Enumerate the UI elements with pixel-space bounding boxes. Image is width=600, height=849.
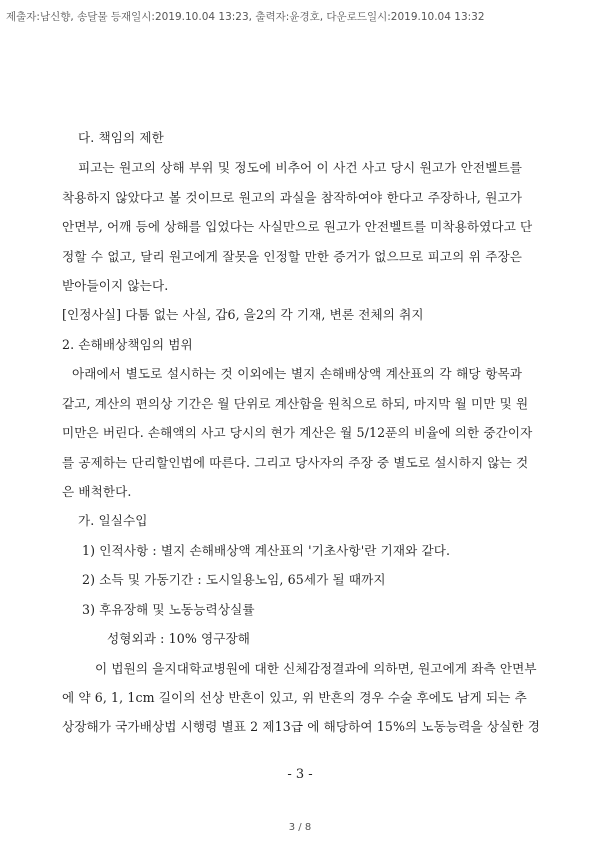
evidence-line: [인정사실] 다툼 없는 사실, 갑6, 을2의 각 기재, 변론 전체의 취지: [62, 307, 424, 322]
paragraph-line: 같고, 계산의 편의상 기간은 월 단위로 계산함을 원칙으로 하되, 마지막 월 미만 및 원: [62, 396, 529, 411]
paragraph-line: 이 법원의 을지대학교병원에 대한 신체감정결과에 의하면, 원고에게 좌측 안면부: [95, 661, 537, 676]
paragraph-line: 은 배척한다.: [62, 484, 132, 499]
paragraph-line: 정할 수 없고, 달리 원고에게 잘못을 인정할 만한 증거가 없으므로 피고의 위 주장은: [62, 249, 522, 264]
list-item-detail: 성형외과 : 10% 영구장해: [107, 631, 251, 646]
paragraph-line: 받아들이지 않는다.: [62, 278, 169, 293]
section-heading: 다. 책임의 제한: [78, 130, 164, 145]
subsection-heading: 가. 일실수입: [78, 513, 148, 528]
page-indicator: 3 / 8: [288, 822, 312, 833]
list-item: 3) 후유장해 및 노동능력상실률: [82, 602, 255, 617]
paragraph-line: 피고는 원고의 상해 부위 및 정도에 비추어 이 사건 사고 당시 원고가 안전벨트를: [78, 160, 522, 175]
paragraph-line: 에 약 6, 1, 1cm 길이의 선상 반흔이 있고, 위 반흔의 경우 수술 후에도 남게 되는 추: [62, 690, 527, 705]
page-number: - 3 -: [287, 767, 313, 782]
list-item: 1) 인적사항 : 별지 손해배상액 계산표의 '기초사항'란 기재와 같다.: [82, 543, 451, 558]
document-header: 제출자:남신향, 송달물 등재일시:2019.10.04 13:23, 출력자:윤경호, 다운로드일시:2019.10.04 13:32: [6, 11, 485, 23]
paragraph-line: 를 공제하는 단리할인법에 따른다. 그리고 당사자의 주장 중 별도로 설시하지 않는 것: [62, 455, 529, 470]
list-item: 2) 소득 및 가동기간 : 도시일용노임, 65세가 될 때까지: [82, 572, 386, 587]
section-heading: 2. 손해배상책임의 범위: [62, 337, 193, 352]
paragraph-line: 착용하지 않았다고 볼 것이므로 원고의 과실을 참작하여야 한다고 주장하나, 원고가: [62, 190, 522, 205]
paragraph-line: 아래에서 별도로 설시하는 것 이외에는 별지 손해배상액 계산표의 각 해당 항목과: [72, 366, 522, 381]
paragraph-line: 상장해가 국가배상법 시행령 별표 2 제13급 에 해당하여 15%의 노동능력을 상실한 경: [62, 719, 540, 734]
paragraph-line: 안면부, 어깨 등에 상해를 입었다는 사실만으로 원고가 안전벨트를 미착용하였다고 단: [62, 219, 533, 234]
paragraph-line: 미만은 버린다. 손해액의 사고 당시의 현가 계산은 월 5/12푼의 비율에 의한 중간이자: [62, 425, 533, 440]
